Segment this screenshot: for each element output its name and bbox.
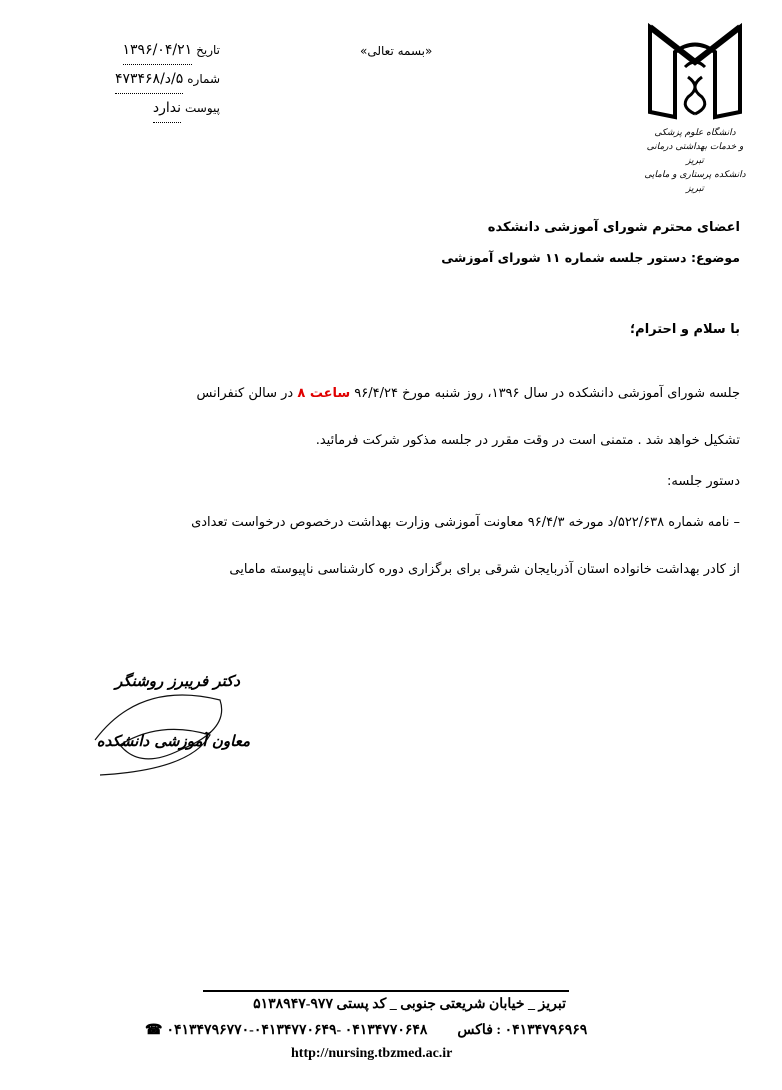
date-row <box>70 36 220 65</box>
letter-meta <box>70 36 220 123</box>
number-value: ۵/د/۴۷۳۴۶۸ <box>115 65 183 94</box>
attachment-row <box>70 94 220 123</box>
footer-fax: ۰۴۱۳۴۷۹۶۹۶۹ : فاکس <box>457 1023 588 1038</box>
number-row <box>70 65 220 94</box>
agenda-item-line1: – نامه شماره ۵۲۲/۶۳۸/د مورخه ۹۶/۴/۳ معاونت آموزشی وزارت بهداشت درخصوص درخواست تعدادی <box>191 515 740 530</box>
attachment-value: ندارد <box>153 94 181 123</box>
footer-website[interactable]: http://nursing.tbzmed.ac.ir <box>291 1046 453 1061</box>
logo-line: دانشکده پرستاری و مامایی تبریز <box>644 170 746 194</box>
body-text: جلسه شورای آموزشی دانشکده در سال ۱۳۹۶، روز شنبه مورخ ۹۶/۴/۲۴ <box>354 386 740 401</box>
agenda-label: دستور جلسه: <box>666 474 740 489</box>
bismillah: «بسمه تعالی» <box>360 44 433 58</box>
footer-divider <box>203 990 569 992</box>
subject-label: موضوع: <box>690 250 740 265</box>
agenda-item-line2: از کادر بهداشت خانواده استان آذربایجان شرقی برای برگزاری دوره کارشناسی ناپیوسته مامایی <box>229 562 740 577</box>
phone-icon: ☎ <box>145 1023 163 1038</box>
footer-phones: ۰۴۱۳۴۷۹۶۷۷۰-۰۴۱۳۴۷۷۰۶۴۹- ۰۴۱۳۴۷۷۰۶۴۸ <box>166 1023 428 1038</box>
signatory-title: معاون آموزشی دانشکده <box>96 732 250 750</box>
greeting: با سلام و احترام؛ <box>629 322 740 337</box>
body-text: در سالن کنفرانس <box>196 386 294 401</box>
body-paragraph-line2: تشکیل خواهد شد . متمنی است در وقت مقرر در جلسه مذکور شرکت فرمائید. <box>315 433 740 448</box>
signatory-name: دکتر فریبرز روشنگر <box>115 672 240 690</box>
logo-line: و خدمات بهداشتی درمانی تبریز <box>646 142 744 166</box>
date-value: ۱۳۹۶/۰۴/۲۱ <box>123 36 193 65</box>
meeting-time: ساعت ۸ <box>297 386 351 401</box>
date-label: تاریخ <box>196 43 220 57</box>
subject <box>441 250 740 265</box>
footer-address: تبریز _ خیابان شریعتی جنوبی _ کد پستی ۹۷۷-۵۱۳۸۹۴۷ <box>253 997 566 1012</box>
attachment-label: پیوست <box>185 101 220 115</box>
logo-emblem-icon <box>640 22 750 122</box>
addressee: اعضای محترم شورای آموزشی دانشکده <box>487 220 740 235</box>
university-logo <box>640 22 750 194</box>
logo-line: دانشگاه علوم پزشکی <box>654 128 736 138</box>
signature <box>80 660 250 790</box>
subject-text: دستور جلسه شماره ۱۱ شورای آموزشی <box>441 250 687 265</box>
body-paragraph-line1 <box>40 386 740 401</box>
number-label: شماره <box>187 72 220 86</box>
footer-contacts <box>145 1022 587 1039</box>
